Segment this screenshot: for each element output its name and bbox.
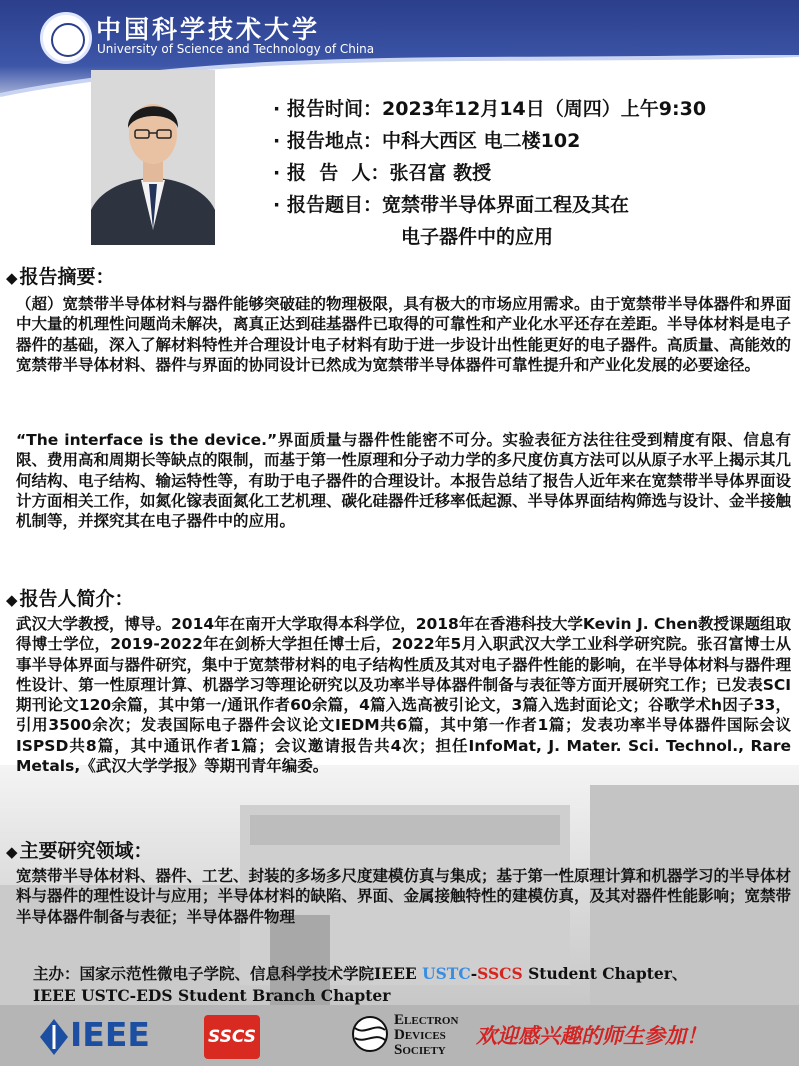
eds-logo: ELECTRON DEVICES SOCIETY (350, 1010, 450, 1058)
organizer-line-2: IEEE USTC-EDS Student Branch Chapter (33, 986, 391, 1005)
university-name-cn: 中国科学技术大学 (96, 15, 321, 44)
speaker-label: 报 告 人： (287, 162, 390, 184)
place-value: 中科大西区 电二楼102 (382, 130, 581, 152)
eds-globe-icon (350, 1014, 390, 1054)
time-value: 2023年12月14日（周四）上午9:30 (382, 98, 707, 120)
bio-heading: ◆ 报告人简介： (6, 588, 134, 610)
place-label: 报告地点： (287, 130, 383, 152)
organizer-line-1: 主办：国家示范性微电子学院、信息科学技术学院IEEE USTC-SSCS Student Chapter、 (33, 964, 688, 983)
time-label: 报告时间： (287, 98, 383, 120)
abstract-paragraph-1: （超）宽禁带半导体材料与器件能够突破硅的物理极限，具有极大的市场应用需求。由于宽禁带半导体器件和界面中大量的机理性问题尚未解决，离真正达到硅基器件已取得的可靠性和产业化水平还存在差距。半导体材料是电子器件的基础，深入了解材料特性并合理设计电子材料有助于进一步设计出性能更好的电子器件。高质量、高能效的宽禁带半导体材料、器件与界面的协同设计已然成为宽禁带半导体器件可靠性提升和产业化发展的必要途径。 (16, 295, 792, 374)
university-name-en: University of Science and Technology of China (97, 42, 375, 56)
info-title: · 报告题目：宽禁带半导体界面工程及其在 (273, 194, 630, 216)
info-place: · 报告地点：中科大西区 电二楼102 (273, 130, 581, 152)
title-label: 报告题目： (287, 194, 383, 216)
ieee-logo-text: IEEE (70, 1015, 150, 1054)
info-speaker: · 报 告 人：张召富 教授 (273, 162, 492, 184)
university-seal-icon (40, 12, 92, 64)
welcome-text: 欢迎感兴趣的师生参加！ (476, 1023, 707, 1048)
abstract-paragraph-2: “The interface is the device.”界面质量与器件性能密不可分。实验表征方法往往受到精度有限、信息有限、费用高和周期长等缺点的限制，而基于第一性原理和分子动力学的多尺度仿真方法可以从原子水平上揭示其几何结构、电子结构、输运特性等，有助于电子器件的合理设计。本报告总结了报告人近年来在宽禁带半导体界面设计方面相关工作，如氮化镓表面氮化工艺机理、碳化硅器件迁移率低起源、半导体界面结构筛选与设计、金半接触机制等，并探究其在电子器件中的应用。 (16, 431, 792, 531)
talk-info (273, 93, 793, 253)
info-title-cont (273, 221, 793, 253)
research-text: 宽禁带半导体材料、器件、工艺、封装的多场多尺度建模仿真与集成；基于第一性原理计算和机器学习的半导体材料与器件的理性设计与应用；半导体材料的缺陷、界面、金属接触特性的建模仿真，及其对器件性能影响；宽禁带半导体器件制备与表征；半导体器件物理 (16, 867, 792, 926)
title-value-line2: 电子器件中的应用 (401, 226, 554, 248)
research-heading: ◆ 主要研究领域： (6, 840, 153, 862)
bio-text: 武汉大学教授，博导。2014年在南开大学取得本科学位，2018年在香港科技大学Kevin J. Chen教授课题组取得博士学位，2019-2022年在剑桥大学担任博士后，2022年5月入职武汉大学工业科学研究院。张召富博士从事半导体界面与器件研究，集中于宽禁带材料的电子结构性质及其对电子器件性能的影响，在半导体材料与器件理性设计、第一性原理计算、机器学习等理论研究以及功率半导体器件制备与表征等方面开展研究工作；已发表SCI期刊论文120余篇，其中第一/通讯作者60余篇，4篇入选高被引论文，3篇入选封面论文；谷歌学术h因子33，引用3500余次；发表国际电子器件会议论文IEDM共6篇，其中第一作者1篇；发表功率半导体器件国际会议ISPSD共8篇，其中通讯作者1篇；会议邀请报告共4次；担任InfoMat, J. Mater. Sci. Technol., Rare Metals,《武汉大学学报》等期刊青年编委。 (16, 615, 792, 776)
abstract-heading: ◆ 报告摘要： (6, 266, 115, 288)
sscs-logo: SSCS (204, 1015, 260, 1059)
title-value-line1: 宽禁带半导体界面工程及其在 (382, 194, 630, 216)
info-time: · 报告时间：2023年12月14日（周四）上午9:30 (273, 98, 707, 120)
speaker-photo (91, 70, 215, 245)
speaker-value: 张召富 教授 (389, 162, 492, 184)
